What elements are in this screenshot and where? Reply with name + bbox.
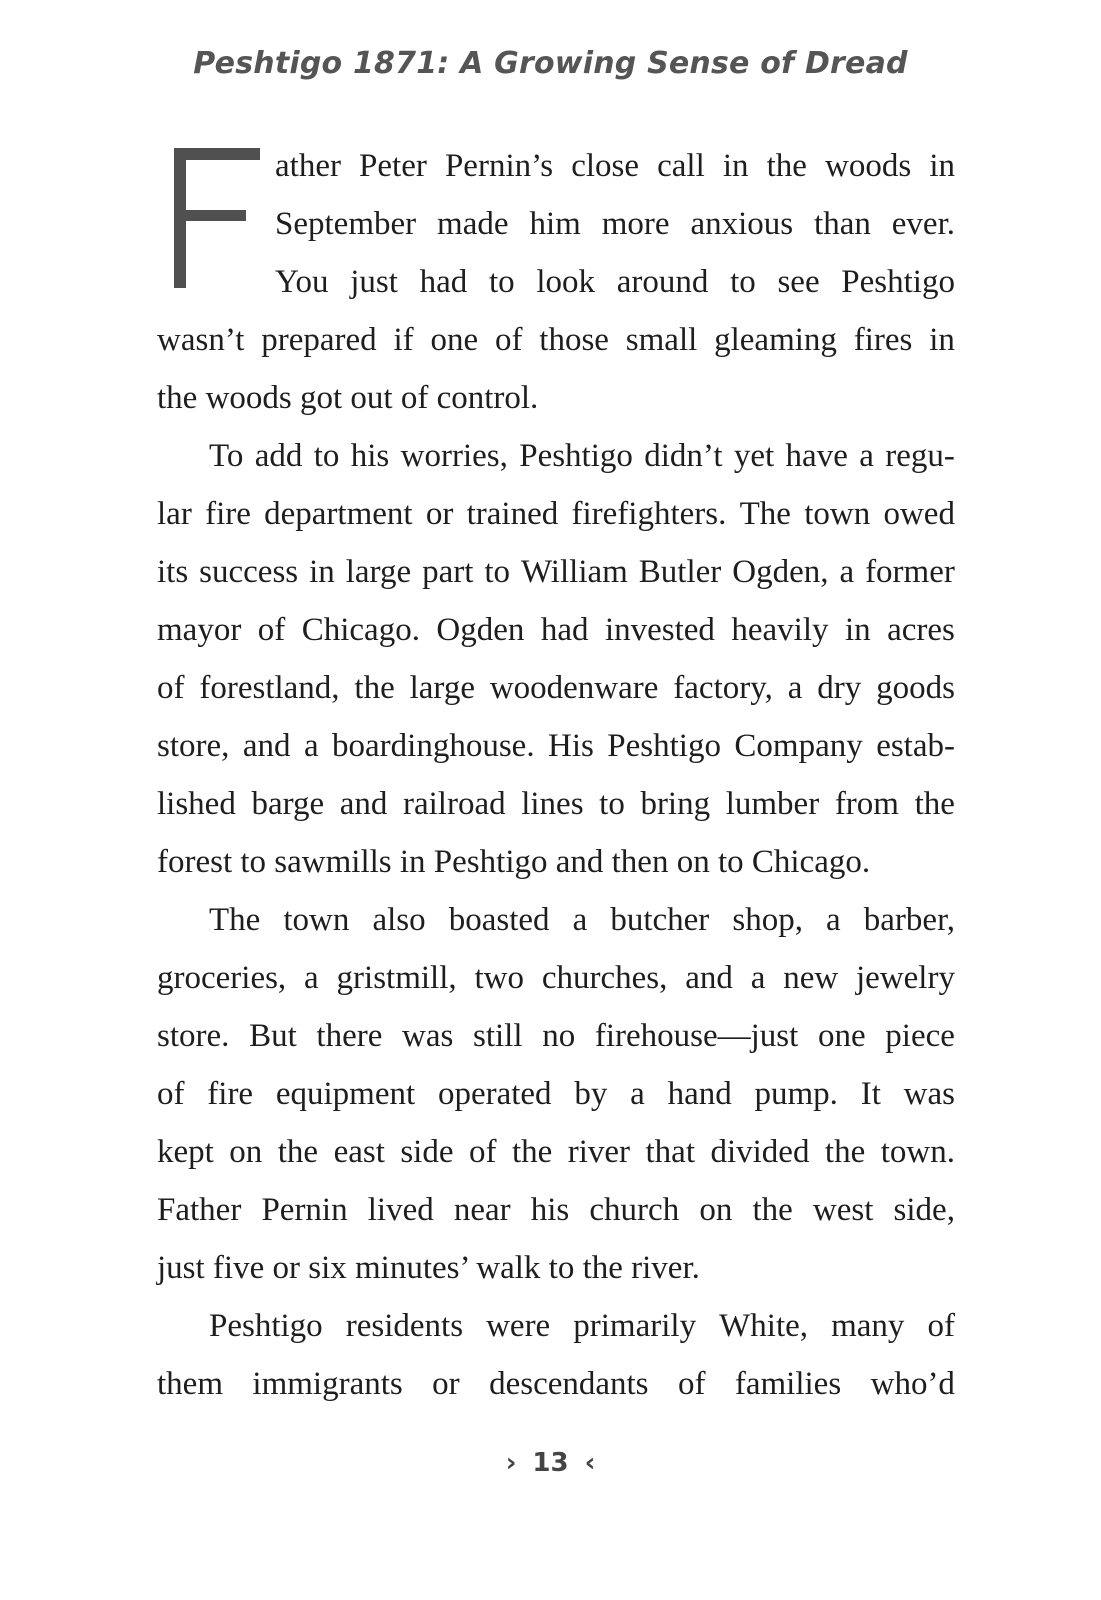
page-number: 13 <box>532 1448 569 1478</box>
chevron-left-icon: ‹ <box>584 1448 596 1478</box>
word: a <box>303 728 319 764</box>
word: to <box>488 264 515 300</box>
word: on <box>229 1134 263 1170</box>
word: operated <box>437 1076 552 1112</box>
word: kept <box>157 1134 214 1170</box>
paragraph-3 <box>157 891 955 1297</box>
text-line: the woods got out of control. <box>157 380 539 416</box>
word: in <box>309 554 335 590</box>
word: store. <box>157 1018 230 1054</box>
word: But <box>249 1018 297 1054</box>
text-line <box>157 1123 955 1181</box>
word: his <box>530 1192 570 1228</box>
word: the <box>354 670 395 706</box>
text-line <box>157 1355 955 1413</box>
word: of <box>494 322 523 358</box>
text-line <box>157 427 955 485</box>
text-line <box>157 311 955 369</box>
word: woods <box>825 148 912 184</box>
word: fires <box>853 322 913 358</box>
word: mayor <box>157 612 242 648</box>
word: in <box>929 148 955 184</box>
word: firefighters. <box>571 496 727 532</box>
word: Butler <box>638 554 722 590</box>
word: east <box>333 1134 385 1170</box>
word: goods <box>876 670 955 706</box>
word: Peter <box>359 148 427 184</box>
word: the <box>511 1134 553 1170</box>
word: fire <box>207 1076 254 1112</box>
word: of <box>677 1366 706 1402</box>
text-line <box>157 1065 955 1123</box>
word: near <box>453 1192 511 1228</box>
word: gleaming <box>714 322 837 358</box>
word: ever. <box>891 206 955 242</box>
word: them <box>157 1366 223 1402</box>
word: a <box>826 902 841 938</box>
word: large <box>345 554 412 590</box>
word: side <box>400 1134 454 1170</box>
word: butcher <box>610 902 710 938</box>
word: descendants <box>489 1366 649 1402</box>
word: White, <box>719 1308 809 1344</box>
word: of <box>468 1134 497 1170</box>
word: west <box>812 1192 874 1228</box>
word: the <box>752 1192 793 1228</box>
word: look <box>536 264 596 300</box>
word: still <box>473 1018 523 1054</box>
word: His <box>548 728 594 764</box>
word: railroad <box>403 786 506 822</box>
word: have <box>785 438 848 474</box>
word: regu- <box>885 438 955 474</box>
word: It <box>860 1076 881 1112</box>
word: You <box>275 264 329 300</box>
word: estab- <box>876 728 955 764</box>
text-line <box>157 543 955 601</box>
word: worries, <box>400 438 508 474</box>
word: there <box>316 1018 383 1054</box>
word: one <box>817 1018 866 1054</box>
word: close <box>571 148 640 184</box>
word: heavily <box>731 612 829 648</box>
word: Peshtigo <box>519 438 633 474</box>
chevron-right-icon: › <box>505 1448 517 1478</box>
word: in <box>929 322 955 358</box>
word: a <box>839 554 855 590</box>
word: one <box>430 322 479 358</box>
word: fire <box>205 496 251 532</box>
word: didn’t <box>644 438 723 474</box>
word: church <box>589 1192 680 1228</box>
word: Ogden, <box>732 554 829 590</box>
text-line <box>157 717 955 775</box>
text-line <box>157 1297 955 1355</box>
word: of <box>927 1308 955 1344</box>
word: gristmill, <box>336 960 457 996</box>
paragraph-1 <box>157 137 955 427</box>
body-text <box>157 137 955 1413</box>
word: to <box>484 554 511 590</box>
word: primarily <box>573 1308 697 1344</box>
word: Peshtigo <box>209 1308 323 1344</box>
word: owed <box>883 496 955 532</box>
word: of <box>157 670 185 706</box>
word: made <box>437 206 509 242</box>
word: than <box>814 206 871 242</box>
word: woodenware <box>489 670 659 706</box>
word: had <box>540 612 589 648</box>
word: more <box>601 206 670 242</box>
word: the <box>766 148 807 184</box>
word: a <box>859 438 874 474</box>
word: the <box>824 1134 866 1170</box>
word: Chicago. <box>301 612 420 648</box>
word: bring <box>640 786 711 822</box>
word: town <box>283 902 350 938</box>
word: jewelry <box>856 960 955 996</box>
word: small <box>625 322 698 358</box>
word: hand <box>667 1076 732 1112</box>
word: churches, <box>541 960 668 996</box>
word: lar <box>157 496 192 532</box>
word: barber, <box>863 902 955 938</box>
word: lumber <box>725 786 820 822</box>
word: and <box>242 728 291 764</box>
word: prepared <box>261 322 377 358</box>
word: to <box>313 438 340 474</box>
paragraph-4 <box>157 1297 955 1413</box>
word: of <box>157 1076 185 1112</box>
word: families <box>734 1366 842 1402</box>
text-line <box>157 195 955 253</box>
word: no <box>542 1018 576 1054</box>
word: side, <box>893 1192 955 1228</box>
word: just <box>350 264 398 300</box>
word: a <box>630 1076 645 1112</box>
word: Peshtigo <box>607 728 721 764</box>
word: and <box>685 960 733 996</box>
word: piece <box>885 1018 955 1054</box>
word: of <box>257 612 286 648</box>
running-head-title: Peshtigo 1871: A Growing Sense of Dread <box>193 46 908 81</box>
word: add <box>254 438 303 474</box>
text-line <box>157 949 955 1007</box>
word: groceries, <box>157 960 287 996</box>
text-line <box>157 601 955 659</box>
word: September <box>275 206 417 242</box>
word: river <box>567 1134 631 1170</box>
word: his <box>350 438 390 474</box>
word: Pernin’s <box>444 148 554 184</box>
text-line <box>157 137 955 195</box>
word: was <box>402 1018 454 1054</box>
word: town <box>804 496 871 532</box>
page-number-footer <box>0 1448 1101 1478</box>
word: immigrants <box>252 1366 403 1402</box>
word: by <box>574 1076 608 1112</box>
word: divided <box>710 1134 810 1170</box>
word: a <box>304 960 319 996</box>
word: lived <box>367 1192 434 1228</box>
word: in <box>722 148 749 184</box>
word: department <box>264 496 413 532</box>
word: or <box>432 1366 460 1402</box>
text-line <box>157 1181 955 1239</box>
word: anxious <box>690 206 794 242</box>
word: acres <box>887 612 955 648</box>
word: wasn’t <box>157 322 245 358</box>
text-line <box>157 1007 955 1065</box>
word: ather <box>275 148 341 184</box>
word: two <box>474 960 524 996</box>
word: The <box>209 902 261 938</box>
word: lines <box>521 786 584 822</box>
word: who’d <box>870 1366 955 1402</box>
word: forestland, <box>199 670 340 706</box>
word: was <box>903 1076 955 1112</box>
text-line <box>157 891 955 949</box>
word: town. <box>880 1134 955 1170</box>
word: a <box>750 960 766 996</box>
word: were <box>486 1308 551 1344</box>
word: William <box>520 554 628 590</box>
word: former <box>865 554 955 590</box>
word: invested <box>604 612 715 648</box>
word: if <box>393 322 414 358</box>
word: its <box>157 554 189 590</box>
word: Peshtigo <box>841 264 955 300</box>
text-line <box>157 775 955 833</box>
text-line <box>157 253 955 311</box>
word: To <box>209 438 244 474</box>
word: residents <box>345 1308 464 1344</box>
word: store, <box>157 728 230 764</box>
word: on <box>699 1192 733 1228</box>
text-line: just five or six minutes’ walk to the river. <box>157 1250 700 1286</box>
word: in <box>844 612 871 648</box>
word: also <box>372 902 426 938</box>
word: lished <box>157 786 236 822</box>
word: Ogden <box>436 612 525 648</box>
word: those <box>539 322 609 358</box>
word: see <box>777 264 820 300</box>
word: pump. <box>754 1076 838 1112</box>
word: yet <box>733 438 775 474</box>
word: and <box>339 786 388 822</box>
word: boasted <box>448 902 550 938</box>
word: a <box>787 670 803 706</box>
word: Father <box>157 1192 242 1228</box>
word: call <box>657 148 705 184</box>
word: barge <box>251 786 325 822</box>
word: had <box>419 264 468 300</box>
paragraph-2 <box>157 427 955 891</box>
word: a <box>572 902 588 938</box>
word: or <box>425 496 454 532</box>
word: boardinghouse. <box>332 728 535 764</box>
word: from <box>834 786 899 822</box>
word: him <box>529 206 581 242</box>
word: part <box>422 554 474 590</box>
word: trained <box>466 496 559 532</box>
word: factory, <box>673 670 773 706</box>
word: new <box>783 960 839 996</box>
word: equipment <box>275 1076 416 1112</box>
word: Company <box>734 728 863 764</box>
word: to <box>730 264 756 300</box>
word: firehouse—just <box>594 1018 799 1054</box>
text-line <box>157 485 955 543</box>
word: The <box>739 496 791 532</box>
word: the <box>277 1134 319 1170</box>
text-line: forest to sawmills in Peshtigo and then on to Chicago. <box>157 844 871 880</box>
word: shop, <box>732 902 803 938</box>
word: around <box>616 264 709 300</box>
word: Pernin <box>261 1192 348 1228</box>
word: many <box>831 1308 905 1344</box>
word: success <box>199 554 299 590</box>
word: large <box>409 670 475 706</box>
word: dry <box>817 670 862 706</box>
word: to <box>599 786 625 822</box>
word: that <box>645 1134 695 1170</box>
text-line <box>157 659 955 717</box>
word: the <box>914 786 955 822</box>
